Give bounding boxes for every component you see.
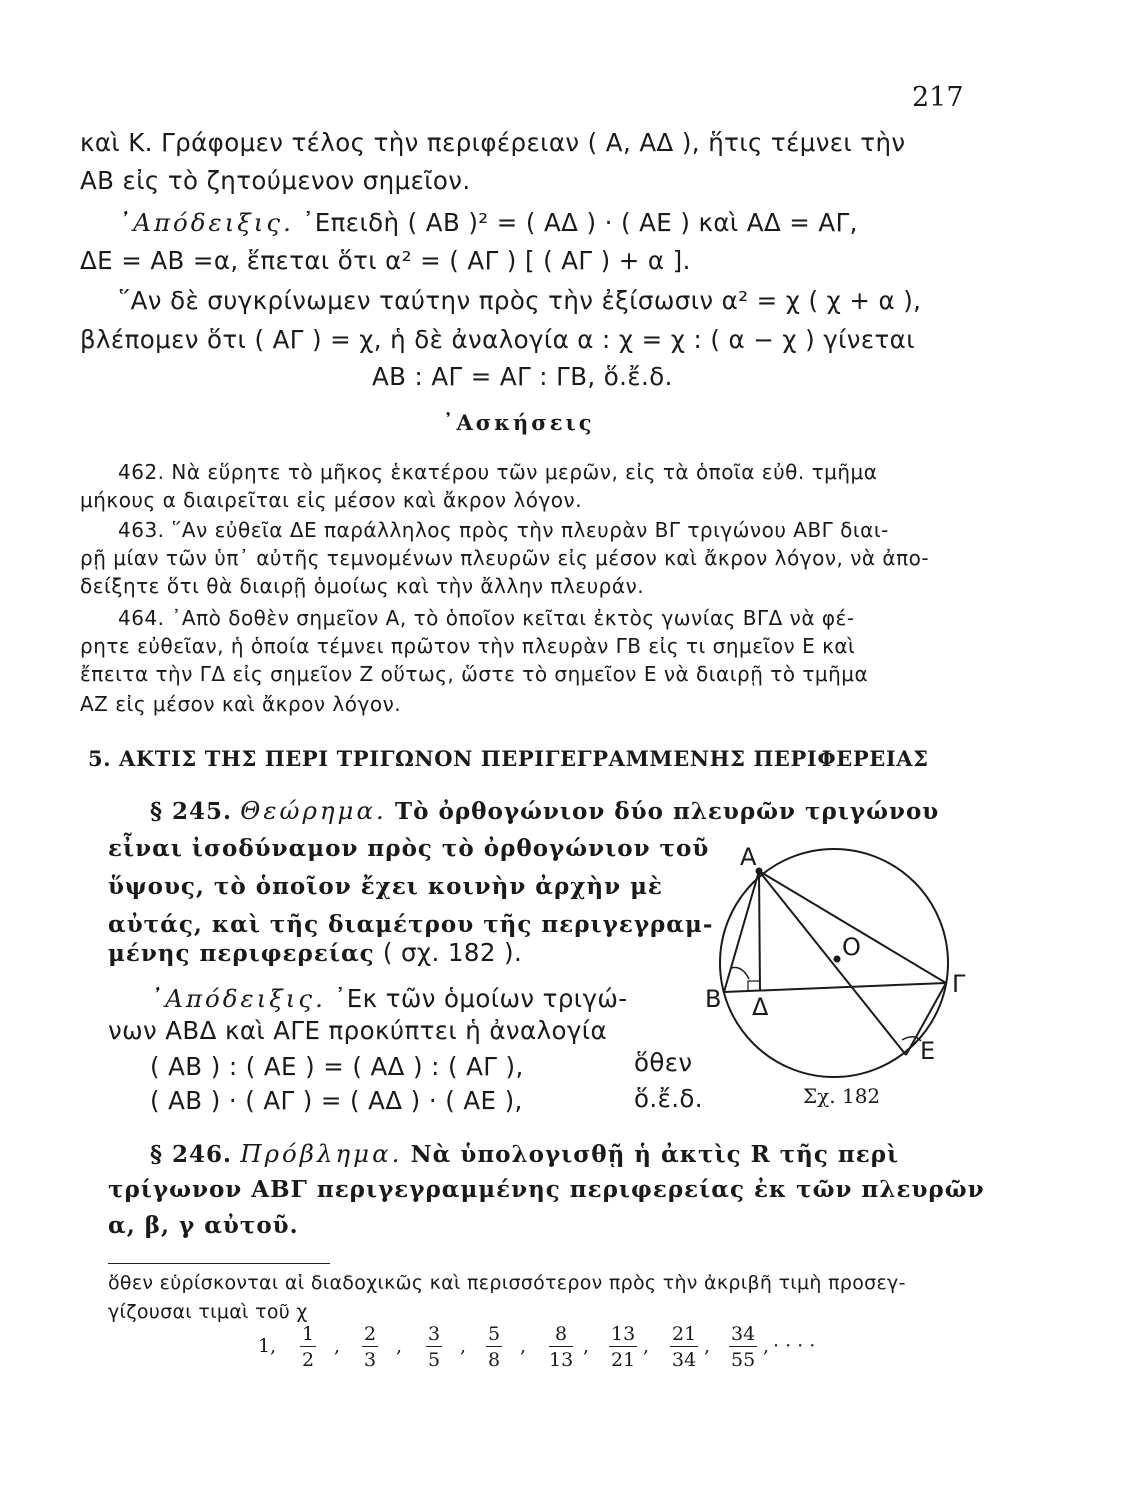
theorem-245-proof-line-1 <box>150 984 628 1013</box>
fraction-numerator: 3 <box>428 1323 441 1345</box>
label-B: Β <box>705 985 722 1013</box>
equation-1-suffix: ὅθεν <box>634 1048 693 1077</box>
vertex-A-dot <box>756 868 763 875</box>
fraction-numerator: 21 <box>672 1323 697 1345</box>
fraction-denominator: 8 <box>488 1349 501 1371</box>
equation-2-suffix: ὅ.ἔ.δ. <box>634 1084 703 1113</box>
fraction-denominator: 3 <box>364 1349 377 1371</box>
problem-246-line-3: α, β, γ αὐτοῦ. <box>108 1212 299 1239</box>
footnote-line-2: γίζουσαι τιμαὶ τοῦ χ <box>108 1301 308 1323</box>
equation-1: ( ΑΒ ) : ( ΑΕ ) = ( ΑΔ ) : ( ΑΓ ), <box>150 1052 524 1081</box>
comma-separator: , <box>396 1335 403 1357</box>
fraction-denominator: 21 <box>611 1349 636 1371</box>
proof-line-2: ΔΕ = ΑΒ =α, ἕπεται ὅτι α² = ( ΑΓ ) [ ( ΑΓ ) + α ]. <box>80 246 691 275</box>
fraction-numerator: 2 <box>364 1323 377 1345</box>
problem-246-label: Πρόβλημα. <box>240 1139 403 1168</box>
exercise-464-line-3: ἔπειτα τὴν ΓΔ εἰς σημεῖον Ζ οὕτως, ὥστε τὸ σημεῖον Ε νὰ διαιρῇ τὸ τμῆμα <box>80 662 869 686</box>
theorem-245-line-4: αὐτάς, καὶ τῆς διαμέτρου τῆς περιγεγραμ- <box>108 911 714 938</box>
proof-line-1-text: ᾿Επειδὴ ( ΑΒ )² = ( ΑΔ ) · ( ΑΕ ) καὶ ΑΔ = ΑΓ, <box>302 208 858 237</box>
theorem-245-line-5-bold: μένης περιφερείας <box>108 940 375 967</box>
comma-separator: , <box>763 1335 770 1357</box>
proof-line-3: ῞Αν δὲ συγκρίνωμεν ταύτην πρὸς τὴν ἐξίσωσιν α² = χ ( χ + α ), <box>118 286 922 315</box>
theorem-245-proof-line-1-text: ᾿Εκ τῶν ὁμοίων τριγώ- <box>334 984 628 1013</box>
theorem-245-number: § 245. <box>150 798 233 825</box>
comma-separator: , <box>704 1335 711 1357</box>
figure-caption: Σχ. 182 <box>803 1084 881 1108</box>
fraction-numerator: 13 <box>611 1323 636 1345</box>
center-O-dot <box>834 956 841 963</box>
fraction-denominator: 34 <box>672 1349 697 1371</box>
fraction-numerator: 5 <box>488 1323 501 1345</box>
exercise-463-line-2: ρῇ μίαν τῶν ὑπ᾿ αὐτῆς τεμνομένων πλευρῶν εἰς μέσον καὶ ἄκρον λόγον, νὰ ἀπο- <box>80 546 930 570</box>
fraction <box>549 1322 573 1373</box>
fraction <box>670 1322 698 1373</box>
label-A: Α <box>740 843 757 871</box>
fraction-denominator: 55 <box>731 1349 756 1371</box>
fraction-numerator: 34 <box>731 1323 756 1345</box>
footnote-line-1: ὅθεν εὑρίσκονται αἱ διαδοχικῶς καὶ περισσότερον πρὸς τὴν ἀκριβῆ τιμὴ προσεγ- <box>108 1272 906 1294</box>
intro-line-2: ΑΒ εἰς τὸ ζητούμενον σημεῖον. <box>80 166 471 195</box>
fraction-numerator: 1 <box>302 1323 315 1345</box>
proof-line-5: ΑΒ : ΑΓ = ΑΓ : ΓΒ, ὅ.ἔ.δ. <box>372 362 673 391</box>
side-AG <box>759 871 946 983</box>
fraction <box>300 1322 316 1373</box>
figure-reference: ( σχ. 182 ). <box>382 938 523 967</box>
exercises-heading: ᾿Ασκήσεις <box>443 410 595 435</box>
label-D: Δ <box>752 993 769 1021</box>
angle-B-arc <box>731 967 749 979</box>
proof-line-1 <box>118 208 858 237</box>
exercise-462-line-1: 462. Νὰ εὕρητε τὸ μῆκος ἑκατέρου τῶν μερῶν, εἰς τὰ ὁποῖα εὐθ. τμῆμα <box>118 460 878 484</box>
problem-246-line-1 <box>150 1139 899 1168</box>
fraction-denominator: 5 <box>428 1349 441 1371</box>
theorem-245-line-1-text: Τὸ ὀρθογώνιον δύο πλευρῶν τριγώνου <box>395 798 940 825</box>
comma-separator: , <box>334 1335 341 1357</box>
exercise-463-line-3: δείξητε ὅτι θὰ διαιρῇ ὁμοίως καὶ τὴν ἄλλην πλευράν. <box>80 574 645 598</box>
exercise-464-line-1: 464. ᾿Απὸ δοθὲν σημεῖον Α, τὸ ὁποῖον κεῖται ἐκτὸς γωνίας ΒΓΔ νὰ φέ- <box>118 606 855 630</box>
proof-line-4: βλέπομεν ὅτι ( ΑΓ ) = χ, ἡ δὲ ἀναλογία α : χ = χ : ( α − χ ) γίνεται <box>80 325 915 354</box>
comma-separator: , <box>643 1335 650 1357</box>
problem-246-line-1-text: Νὰ ὑπολογισθῇ ἡ ἀκτὶς R τῆς περὶ <box>410 1141 900 1168</box>
theorem-245-line-3: ὕψους, τὸ ὁποῖον ἔχει κοινὴν ἀρχὴν μὲ <box>108 873 663 900</box>
exercise-464-line-4: ΑΖ εἰς μέσον καὶ ἄκρον λόγον. <box>80 692 402 716</box>
fraction <box>362 1322 378 1373</box>
theorem-245-line-2: εἶναι ἰσοδύναμον πρὸς τὸ ὀρθογώνιον τοῦ <box>108 835 710 862</box>
side-BG <box>724 983 946 992</box>
exercise-462-line-2: μήκους α διαιρεῖται εἰς μέσον καὶ ἄκρον λόγον. <box>80 488 583 512</box>
fraction-denominator: 13 <box>549 1349 574 1371</box>
altitude-AD <box>759 871 760 991</box>
fraction-numerator: 8 <box>549 1322 573 1347</box>
side-AB <box>724 871 759 992</box>
section-5-heading: 5. ΑΚΤΙΣ ΤΗΣ ΠΕΡΙ ΤΡΙΓΩΝΟΝ ΠΕΡΙΓΕΓΡΑΜΜΕΝΗΣ ΠΕΡΙΦΕΡΕΙΑΣ <box>88 746 929 771</box>
label-E: Ε <box>920 1037 936 1065</box>
comma-separator: , <box>583 1335 590 1357</box>
problem-246-line-2: τρίγωνον ΑΒΓ περιγεγραμμένης περιφερείας ἐκ τῶν πλευρῶν <box>108 1176 985 1203</box>
comma-separator: , <box>520 1335 527 1357</box>
diameter-AE <box>759 871 906 1055</box>
figure-182 <box>700 835 990 1120</box>
problem-246-number: § 246. <box>150 1141 233 1168</box>
fraction <box>486 1322 502 1373</box>
fraction <box>729 1322 757 1373</box>
exercise-464-line-2: ρητε εὐθεῖαν, ἡ ὁποία τέμνει πρῶτον τὴν πλευρὰν ΓΒ εἰς τι σημεῖον Ε καὶ <box>80 634 856 658</box>
theorem-245-label: Θεώρημα. <box>240 796 387 825</box>
theorem-245-line-1 <box>150 796 939 825</box>
fraction-denominator: 2 <box>302 1349 315 1371</box>
theorem-245-proof-label: ᾿Απόδειξις. <box>150 984 326 1013</box>
fraction <box>609 1322 637 1373</box>
comma-separator: , <box>460 1335 467 1357</box>
footnote-ellipsis: · · · · <box>773 1335 816 1357</box>
page-number: 217 <box>912 82 964 113</box>
exercise-463-line-1: 463. ῞Αν εὐθεῖα ΔΕ παράλληλος πρὸς τὴν πλευρὰν ΒΓ τριγώνου ΑΒΓ διαι- <box>118 518 889 542</box>
intro-line-1: καὶ Κ. Γράφομεν τέλος τὴν περιφέρειαν ( Α, ΑΔ ), ἥτις τέμνει τὴν <box>80 128 906 157</box>
theorem-245-line-5 <box>108 938 522 967</box>
proof-label: ᾿Απόδειξις. <box>118 208 294 237</box>
fraction <box>426 1322 442 1373</box>
label-G: Γ <box>952 970 966 998</box>
right-angle-mark <box>748 981 760 991</box>
footnote-first-term: 1, <box>258 1335 277 1357</box>
theorem-245-proof-line-2: νων ΑΒΔ καὶ ΑΓΕ προκύπτει ἡ ἀναλογία <box>108 1016 607 1045</box>
footnote-rule <box>108 1263 330 1264</box>
equation-2: ( ΑΒ ) · ( ΑΓ ) = ( ΑΔ ) · ( ΑΕ ), <box>150 1086 523 1115</box>
label-O: Ο <box>842 933 861 961</box>
